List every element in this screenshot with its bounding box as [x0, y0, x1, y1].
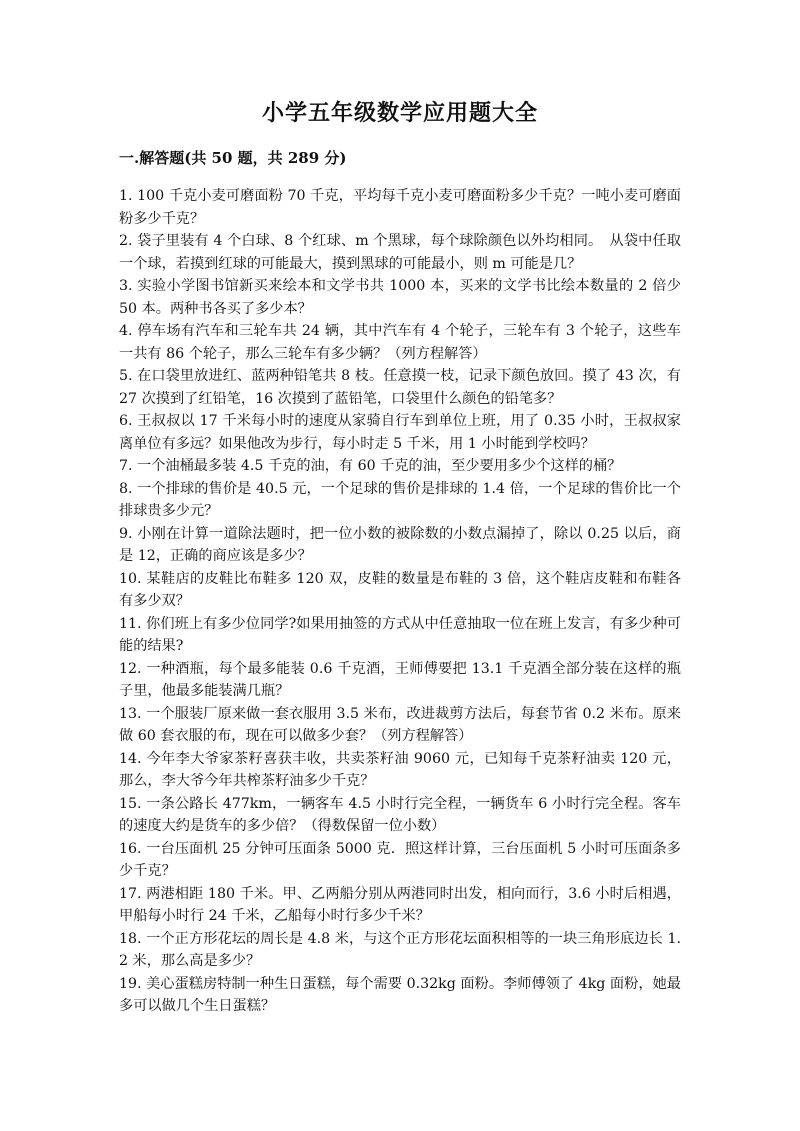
question-item: 16. 一台压面机 25 分钟可压面条 5000 克．照这样计算，三台压面机 5 小时可压面条多少千克？ [119, 840, 681, 879]
question-item: 8. 一个排球的售价是 40.5 元，一个足球的售价是排球的 1.4 倍，一个足球的售价比一个排球贵多少元？ [119, 480, 681, 519]
question-item: 9. 小刚在计算一道除法题时，把一位小数的被除数的小数点漏掉了，除以 0.25 以后，商是 12，正确的商应该是多少？ [119, 525, 681, 564]
question-item: 11. 你们班上有多少位同学?如果用抽签的方式从中任意抽取一位在班上发言，有多少种可能的结果? [119, 615, 681, 654]
question-item: 18. 一个正方形花坛的周长是 4.8 米，与这个正方形花坛面积相等的一块三角形底边长 1.2 米，那么高是多少？ [119, 930, 681, 969]
question-item: 15. 一条公路长 477km，一辆客车 4.5 小时行完全程，一辆货车 6 小时行完全程。客车的速度大约是货车的多少倍？（得数保留一位小数） [119, 795, 681, 834]
question-item: 19. 美心蛋糕房特制一种生日蛋糕，每个需要 0.32kg 面粉。李师傅领了 4kg 面粉，她最多可以做几个生日蛋糕？ [119, 975, 681, 1014]
question-item: 2. 袋子里装有 4 个白球、8 个红球、m 个黑球，每个球除颜色以外均相同。 从袋中任取一个球，若摸到红球的可能最大，摸到黑球的可能最小，则 m 可能是几？ [119, 233, 681, 272]
question-item: 10. 某鞋店的皮鞋比布鞋多 120 双，皮鞋的数量是布鞋的 3 倍，这个鞋店皮鞋和布鞋各有多少双？ [119, 570, 681, 609]
question-item: 13. 一个服装厂原来做一套衣服用 3.5 米布，改进裁剪方法后，每套节省 0.2 米布。原来做 60 套衣服的布，现在可以做多少套？（列方程解答） [119, 705, 681, 744]
question-item: 17. 两港相距 180 千米。甲、乙两船分别从两港同时出发，相向而行，3.6 小时后相遇，甲船每小时行 24 千米，乙船每小时行多少千米？ [119, 885, 681, 924]
question-list [119, 185, 681, 1018]
question-item: 5. 在口袋里放进红、蓝两种铅笔共 8 枝。任意摸一枝，记录下颜色放回。摸了 43 次，有 27 次摸到了红铅笔，16 次摸到了蓝铅笔，口袋里什么颜色的铅笔多？ [119, 368, 681, 407]
question-item: 7. 一个油桶最多装 4.5 千克的油，有 60 千克的油，至少要用多少个这样的桶？ [119, 458, 622, 474]
question-item: 6. 王叔叔以 17 千米每小时的速度从家骑自行车到单位上班，用了 0.35 小时，王叔叔家离单位有多远？如果他改为步行，每小时走 5 千米，用 1 小时能到学校吗？ [119, 413, 681, 452]
question-item: 1. 100 千克小麦可磨面粉 70 千克，平均每千克小麦可磨面粉多少千克？一吨小麦可磨面粉多少千克？ [119, 188, 681, 227]
section-heading: 一.解答题(共 50 题，共 289 分) [119, 149, 347, 167]
question-item: 12. 一种酒瓶，每个最多能装 0.6 千克酒，王师傅要把 13.1 千克酒全部分装在这样的瓶子里，他最多能装满几瓶？ [119, 660, 681, 699]
question-item: 3. 实验小学图书馆新买来绘本和文学书共 1000 本，买来的文学书比绘本数量的 2 倍少 50 本。两种书各买了多少本？ [119, 278, 681, 317]
question-item: 4. 停车场有汽车和三轮车共 24 辆，其中汽车有 4 个轮子，三轮车有 3 个轮子，这些车一共有 86 个轮子，那么三轮车有多少辆？（列方程解答） [119, 323, 681, 362]
page-title: 小学五年级数学应用题大全 [261, 100, 538, 126]
question-item: 14. 今年李大爷家茶籽喜获丰收，共卖茶籽油 9060 元，已知每千克茶籽油卖 120 元，那么，李大爷今年共榨茶籽油多少千克？ [119, 750, 681, 789]
